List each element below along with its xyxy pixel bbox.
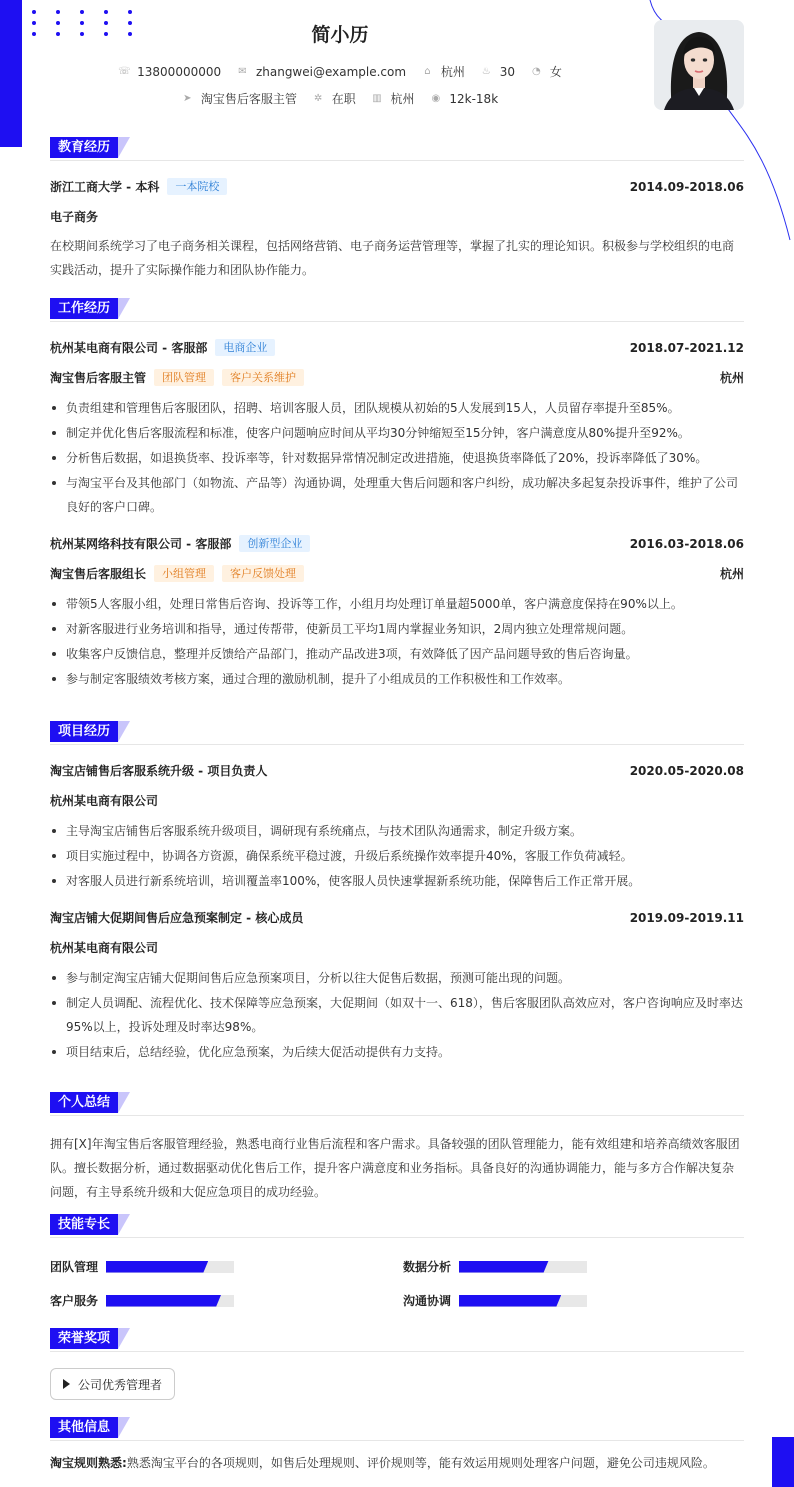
skills-section-header (50, 1214, 744, 1238)
work-entry (50, 338, 744, 519)
project-name-row (50, 761, 744, 781)
list-item: 制定人员调配、流程优化、技术保障等应急预案，大促期间（如双十一、618），售后客服团队高效应对，客户咨询响应及时率达95%以上，投诉处理及时率达98%。 (50, 991, 744, 1039)
work-period: 2016.03-2018.06 (629, 537, 744, 551)
target-position-info: ➤ 淘宝售后客服主管 (183, 92, 297, 106)
skill-bar-fill (106, 1295, 221, 1307)
summary-section-title: 个人总结 (50, 1092, 118, 1113)
list-item: 制定并优化售后客服流程和标准，使客户问题响应时间从平均30分钟缩短至15分钟，客户满意度从80%提升至92%。 (50, 421, 744, 445)
education-period: 2014.09-2018.06 (629, 180, 744, 194)
skill-bar (106, 1295, 234, 1307)
home-icon: ⌂ (424, 66, 431, 77)
skill-bar (106, 1261, 234, 1273)
other-section-header (50, 1417, 744, 1441)
gender-info: ◔ 女 (531, 65, 562, 79)
avatar-photo (654, 20, 744, 110)
list-item: 参与制定客服绩效考核方案，通过合理的激励机制，提升了小组成员的工作积极性和工作效率。 (50, 667, 744, 691)
skill-bar-fill (106, 1261, 208, 1273)
list-item: 分析售后数据，如退换货率、投诉率等，针对数据异常情况制定改进措施，使退换货率降低了20%，投诉率降低了30%。 (50, 446, 744, 470)
project-entry (50, 761, 744, 893)
skill-name: 客户服务 (50, 1294, 99, 1308)
project-company: 杭州某电商有限公司 (50, 941, 159, 955)
honors-section-header (50, 1328, 744, 1352)
award-name: 公司优秀管理者 (78, 1377, 163, 1392)
summary-text: 拥有[X]年淘宝售后客服管理经验，熟悉电商行业售后流程和客户需求。具备较强的团队管理能力，能有效组建和培养高绩效客服团队。擅长数据分析，通过数据驱动优化售后工作，提升客户满意度和业务指标。具备良好的沟通协调能力，能与多方合作解决复杂问题，有主导系统升级和大促应急项目的成功经验。 (50, 1137, 740, 1199)
project-section (50, 721, 744, 1065)
skill-item (403, 1292, 587, 1309)
company-name: 杭州某电商有限公司 - 客服部 (50, 341, 208, 355)
skill-bar (459, 1295, 587, 1307)
work-title-row (50, 368, 744, 388)
job-tag: 客户反馈处理 (222, 565, 304, 582)
other-info-label: 淘宝规则熟悉: (50, 1456, 127, 1470)
list-item: 项目实施过程中，协调各方资源，确保系统平稳过渡，升级后系统操作效率提升40%，客服工作负荷减轻。 (50, 844, 744, 868)
list-item: 负责组建和管理售后客服团队，招聘、培训客服人员，团队规模从初始的5人发展到15人，人员留存率提升至85%。 (50, 396, 744, 420)
skill-bar-fill (459, 1261, 549, 1273)
gender-icon: ◔ (531, 66, 541, 77)
work-period: 2018.07-2021.12 (629, 341, 744, 355)
other-info (50, 1451, 744, 1475)
education-section-header (50, 137, 744, 161)
list-item: 带领5人客服小组，处理日常售后咨询、投诉等工作，小组月均处理订单量超5000单，客户满意度保持在90%以上。 (50, 592, 744, 616)
other-info-text: 熟悉淘宝平台的各项规则，如售后处理规则、评价规则等，能有效运用规则处理客户问题，避免公司违规风险。 (126, 1456, 715, 1470)
email-info: ✉ zhangwei@example.com (238, 64, 407, 79)
skills-section (50, 1214, 744, 1314)
major: 电子商务 (50, 210, 99, 224)
work-location: 杭州 (719, 371, 744, 385)
skill-name: 团队管理 (50, 1260, 99, 1274)
work-section-header (50, 298, 744, 322)
age-icon: ♨ (481, 66, 491, 77)
status-icon: ✲ (313, 93, 323, 104)
phone-icon: ☏ (118, 66, 131, 77)
skill-bar-fill (459, 1295, 561, 1307)
triangle-icon (63, 1379, 70, 1389)
project-name: 淘宝店铺售后客服系统升级 - 项目负责人 (50, 764, 268, 778)
company-name: 杭州某网络科技有限公司 - 客服部 (50, 537, 232, 551)
list-item: 主导淘宝店铺售后客服系统升级项目，调研现有系统痛点，与技术团队沟通需求，制定升级方案。 (50, 819, 744, 843)
status-info: ✲ 在职 (313, 92, 356, 106)
skill-name: 沟通协调 (403, 1294, 452, 1308)
mail-icon: ✉ (238, 66, 247, 77)
school-name: 浙江工商大学 - 本科 (50, 180, 160, 194)
work-entry (50, 534, 744, 691)
list-item: 参与制定淘宝店铺大促期间售后应急预案项目，分析以往大促售后数据，预测可能出现的问题。 (50, 966, 744, 990)
other-section-title: 其他信息 (50, 1417, 118, 1438)
project-section-title: 项目经历 (50, 721, 118, 742)
company-tag: 电商企业 (215, 339, 275, 356)
contact-row (0, 63, 680, 80)
education-description: 在校期间系统学习了电子商务相关课程，包括网络营销、电子商务运营管理等，掌握了扎实的理论知识。积极参与学校组织的电商实践活动，提升了实际操作能力和团队协作能力。 (50, 239, 735, 277)
list-item: 对新客服进行业务培训和指导，通过传帮带，使新员工平均1周内掌握业务知识，2周内独立处理常规问题。 (50, 617, 744, 641)
building-icon: ▥ (372, 93, 382, 104)
city-info: ⌂ 杭州 (422, 63, 465, 80)
job-title: 淘宝售后客服主管 (50, 371, 147, 385)
skill-bar (459, 1261, 587, 1273)
age-info: ♨ 30 (481, 64, 516, 79)
project-bullets (50, 819, 744, 893)
honors-section (50, 1328, 744, 1408)
skill-name: 数据分析 (403, 1260, 452, 1274)
work-bullets (50, 396, 744, 519)
project-name: 淘宝店铺大促期间售后应急预案制定 - 核心成员 (50, 911, 304, 925)
work-company-row (50, 338, 744, 358)
job-tag: 客户关系维护 (222, 369, 304, 386)
project-entry (50, 908, 744, 1064)
education-section-title: 教育经历 (50, 137, 118, 158)
salary-icon: ◉ (431, 93, 441, 104)
salary-info: ◉ 12k-18k (431, 91, 499, 106)
job-tag: 小组管理 (154, 565, 214, 582)
skill-item (403, 1258, 587, 1275)
project-bullets (50, 966, 744, 1064)
list-item: 收集客户反馈信息，整理并反馈给产品部门，推动产品改进3项，有效降低了因产品问题导致的售后咨询量。 (50, 642, 744, 666)
work-company-row (50, 534, 744, 554)
skill-item (50, 1258, 234, 1275)
award-item (50, 1368, 175, 1400)
project-period: 2020.05-2020.08 (629, 764, 744, 778)
list-item: 对客服人员进行新系统培训，培训覆盖率100%，使客服人员快速掌握新系统功能，保障售后工作正常开展。 (50, 869, 744, 893)
work-section-title: 工作经历 (50, 298, 118, 319)
project-name-row (50, 908, 744, 928)
job-intent-row (0, 90, 680, 107)
accent-bar-right (772, 1437, 794, 1487)
skills-section-title: 技能专长 (50, 1214, 118, 1235)
work-section (50, 298, 744, 692)
skill-item (50, 1292, 234, 1309)
honors-section-title: 荣誉奖项 (50, 1328, 118, 1349)
work-bullets (50, 592, 744, 691)
project-period: 2019.09-2019.11 (629, 911, 744, 925)
project-section-header (50, 721, 744, 745)
target-city-info: ▥ 杭州 (372, 92, 415, 106)
list-item: 项目结束后，总结经验，优化应急预案，为后续大促活动提供有力支持。 (50, 1040, 744, 1064)
work-title-row (50, 564, 744, 584)
project-company: 杭州某电商有限公司 (50, 794, 159, 808)
phone-info: ☏ 13800000000 (118, 64, 222, 79)
avatar-illustration (654, 20, 744, 110)
list-item: 与淘宝平台及其他部门（如物流、产品等）沟通协调，处理重大售后问题和客户纠纷，成功解决多起复杂投诉事件，维护了公司良好的客户口碑。 (50, 471, 744, 519)
work-location: 杭州 (719, 567, 744, 581)
education-section (50, 137, 744, 282)
education-row (50, 177, 744, 197)
send-icon: ➤ (183, 93, 192, 104)
job-title: 淘宝售后客服组长 (50, 567, 147, 581)
candidate-name: 简小历 (311, 24, 369, 46)
summary-section-header (50, 1092, 744, 1116)
company-tag: 创新型企业 (239, 535, 310, 552)
other-section (50, 1417, 744, 1475)
school-tag: 一本院校 (167, 178, 227, 195)
summary-section (50, 1092, 744, 1204)
job-tag: 团队管理 (154, 369, 214, 386)
